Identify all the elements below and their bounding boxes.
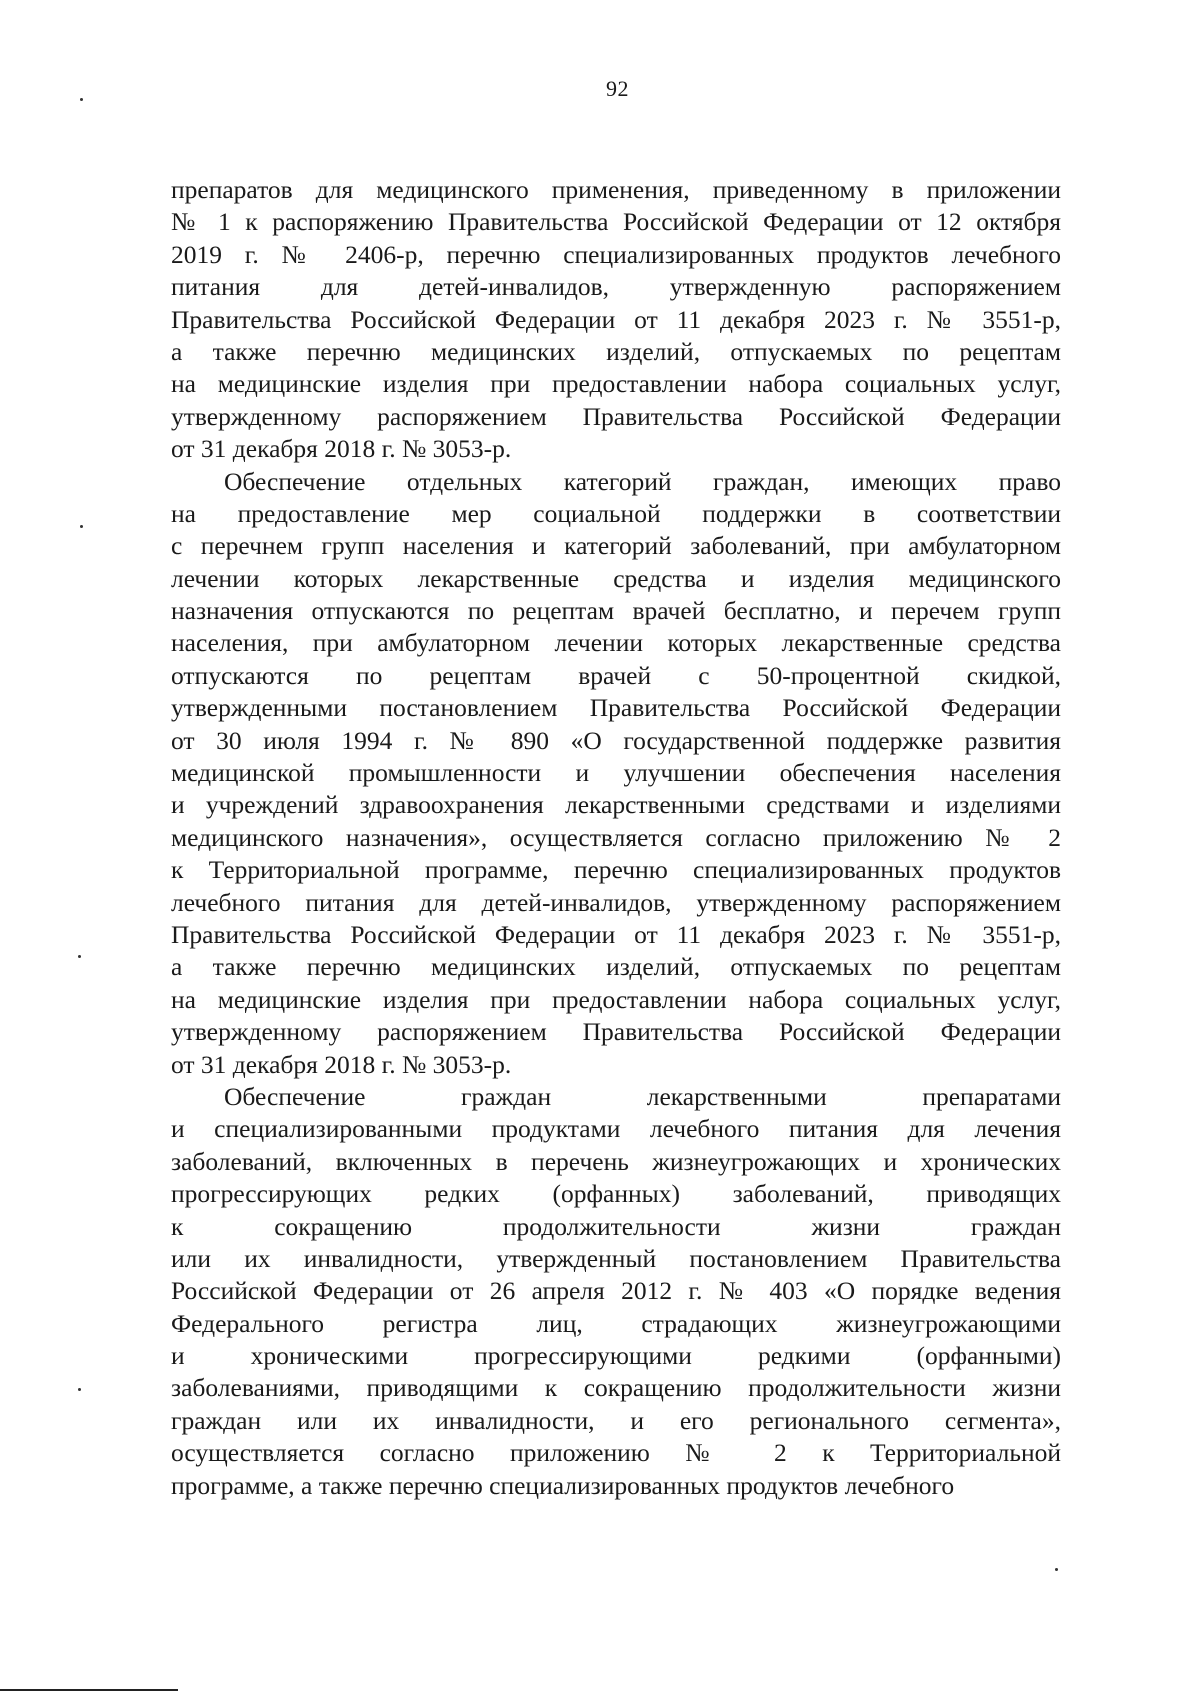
text-line: и учреждений здравоохранения лекарственными средствами и изделиями — [171, 790, 1061, 820]
text-line: утвержденному распоряжением Правительства Российской Федерации — [171, 1017, 1061, 1047]
text-line: Правительства Российской Федерации от 11 декабря 2023 г. № 3551-р, — [171, 919, 1061, 949]
text-line: медицинского назначения», осуществляется согласно приложению № 2 — [171, 822, 1061, 852]
text-line: № 1 к распоряжению Правительства Российской Федерации от 12 октября — [171, 207, 1061, 237]
text-line: на медицинские изделия при предоставлении набора социальных услуг, — [171, 369, 1061, 399]
paragraph — [171, 1081, 1061, 1502]
text-line: утвержденному распоряжением Правительства Российской Федерации — [171, 401, 1061, 431]
text-line: Обеспечение отдельных категорий граждан, имеющих право — [224, 466, 1061, 496]
text-line: медицинской промышленности и улучшении обеспечения населения — [171, 758, 1061, 788]
text-line: программе, а также перечню специализированных продуктов лечебного — [171, 1470, 955, 1500]
text-line: заболеваний, включенных в перечень жизнеугрожающих и хронических — [171, 1146, 1061, 1176]
text-line: Российской Федерации от 26 апреля 2012 г. № 403 «О порядке ведения — [171, 1276, 1061, 1306]
text-line: с перечнем групп населения и категорий заболеваний, при амбулаторном — [171, 531, 1061, 561]
paragraph — [171, 466, 1061, 1081]
text-line: от 31 декабря 2018 г. № 3053-р. — [171, 434, 512, 464]
text-line: а также перечню медицинских изделий, отпускаемых по рецептам — [171, 952, 1061, 982]
text-line: от 31 декабря 2018 г. № 3053-р. — [171, 1049, 512, 1079]
text-line: заболеваниями, приводящими к сокращению продолжительности жизни — [171, 1373, 1061, 1403]
text-line: осуществляется согласно приложению № 2 к Территориальной — [171, 1438, 1061, 1468]
text-line: лечебного питания для детей-инвалидов, утвержденному распоряжением — [171, 887, 1061, 917]
text-line: к Территориальной программе, перечню специализированных продуктов — [171, 855, 1061, 885]
text-line: граждан или их инвалидности, и его регионального сегмента», — [171, 1405, 1061, 1435]
text-line: Правительства Российской Федерации от 11 декабря 2023 г. № 3551-р, — [171, 304, 1061, 334]
text-line: а также перечню медицинских изделий, отпускаемых по рецептам — [171, 336, 1061, 366]
scan-speck — [80, 525, 83, 528]
scan-speck — [1055, 1568, 1058, 1571]
text-line: отпускаются по рецептам врачей с 50-процентной скидкой, — [171, 660, 1061, 690]
text-line: 2019 г. № 2406-р, перечню специализированных продуктов лечебного — [171, 239, 1061, 269]
text-line: на медицинские изделия при предоставлении набора социальных услуг, — [171, 984, 1061, 1014]
text-line: и хроническими прогрессирующими редкими (орфанными) — [171, 1341, 1061, 1371]
text-line: и специализированными продуктами лечебного питания для лечения — [171, 1114, 1061, 1144]
text-line: лечении которых лекарственные средства и изделия медицинского — [171, 563, 1061, 593]
text-line: к сокращению продолжительности жизни граждан — [171, 1211, 1061, 1241]
text-line: Обеспечение граждан лекарственными препаратами — [224, 1081, 1061, 1111]
scan-speck — [80, 98, 83, 101]
document-body — [171, 174, 1061, 1502]
text-line: препаратов для медицинского применения, приведенному в приложении — [171, 175, 1061, 204]
text-line: прогрессирующих редких (орфанных) заболеваний, приводящих — [171, 1179, 1061, 1209]
text-line: на предоставление мер социальной поддержки в соответствии — [171, 498, 1061, 528]
text-line: населения, при амбулаторном лечении которых лекарственные средства — [171, 628, 1061, 658]
text-line: от 30 июля 1994 г. № 890 «О государственной поддержке развития — [171, 725, 1061, 755]
page-number: 92 — [606, 76, 629, 101]
text-line: или их инвалидности, утвержденный постановлением Правительства — [171, 1243, 1061, 1273]
bottom-rule — [0, 1689, 178, 1691]
text-line: назначения отпускаются по рецептам врачей бесплатно, и перечем групп — [171, 596, 1061, 626]
text-line: утвержденными постановлением Правительства Российской Федерации — [171, 693, 1061, 723]
text-line: Федерального регистра лиц, страдающих жизнеугрожающими — [171, 1308, 1061, 1338]
paragraph — [171, 174, 1061, 466]
scan-speck — [78, 1388, 81, 1391]
text-line: питания для детей-инвалидов, утвержденную распоряжением — [171, 272, 1061, 302]
scan-speck — [78, 955, 81, 958]
